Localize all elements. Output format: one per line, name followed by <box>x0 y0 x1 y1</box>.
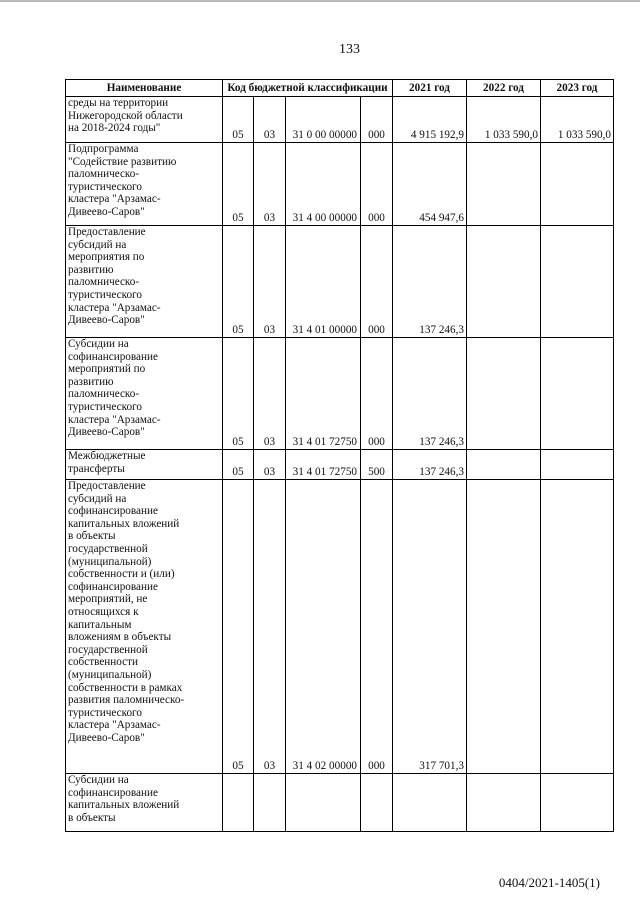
header-code: Код бюджетной классификации <box>223 80 393 97</box>
value-2023-cell <box>541 143 614 226</box>
value-2021-cell: 454 947,6 <box>393 143 467 226</box>
subsection-code-cell: 03 <box>254 338 286 450</box>
header-2023: 2023 год <box>541 80 614 97</box>
header-2021: 2021 год <box>393 80 467 97</box>
subsection-code-cell: 03 <box>254 143 286 226</box>
table-row <box>66 480 614 774</box>
value-2022-cell <box>467 226 541 338</box>
value-2022-cell: 1 033 590,0 <box>467 97 541 143</box>
value-2022-cell <box>467 450 541 480</box>
table-row <box>66 97 614 143</box>
value-2021-cell: 4 915 192,9 <box>393 97 467 143</box>
subsection-code-cell: 03 <box>254 97 286 143</box>
table-body <box>66 97 614 832</box>
value-2023-cell: 1 033 590,0 <box>541 97 614 143</box>
target-article-cell <box>286 774 361 832</box>
target-article-cell: 31 4 01 72750 <box>286 338 361 450</box>
subsection-code-cell: 03 <box>254 226 286 338</box>
subsection-code-cell <box>254 774 286 832</box>
row-name-cell: Межбюджетные трансферты <box>66 450 223 480</box>
target-article-cell: 31 4 01 00000 <box>286 226 361 338</box>
value-2022-cell <box>467 338 541 450</box>
expense-type-cell: 000 <box>361 480 393 774</box>
value-2021-cell: 317 701,3 <box>393 480 467 774</box>
value-2023-cell <box>541 338 614 450</box>
target-article-cell: 31 4 00 00000 <box>286 143 361 226</box>
row-name-cell: Субсидии на софинансирование капитальных вложений в объекты <box>66 774 223 832</box>
expense-type-cell: 500 <box>361 450 393 480</box>
value-2023-cell <box>541 774 614 832</box>
section-code-cell: 05 <box>223 338 254 450</box>
row-name-cell: среды на территории Нижегородской области на 2018-2024 годы" <box>66 97 223 143</box>
table-header-row <box>66 80 614 97</box>
row-name-cell: Подпрограмма "Содействие развитию паломническо- туристического кластера "Арзамас- Дивеево-Саров" <box>66 143 223 226</box>
subsection-code-cell: 03 <box>254 480 286 774</box>
document-code: 0404/2021-1405(1) <box>498 875 600 890</box>
section-code-cell <box>223 774 254 832</box>
header-name: Наименование <box>66 80 223 97</box>
value-2022-cell <box>467 480 541 774</box>
target-article-cell: 31 0 00 00000 <box>286 97 361 143</box>
value-2021-cell: 137 246,3 <box>393 338 467 450</box>
value-2023-cell <box>541 450 614 480</box>
expense-type-cell: 000 <box>361 97 393 143</box>
value-2021-cell: 137 246,3 <box>393 226 467 338</box>
table-row <box>66 774 614 832</box>
row-name-cell: Предоставление субсидий на софинансирование капитальных вложений в объекты государственной (муниципальной) собственности и (или) софинансирование мероприятий, не относящихся к капитальным вложениям в объекты государственной собственности (муниципальной) собственности в рамках развития паломническо- туристического кластера "Арзамас- Дивеево-Саров" <box>66 480 223 774</box>
table-row <box>66 338 614 450</box>
row-name-cell: Субсидии на софинансирование мероприятий по развитию паломническо- туристического кластера "Арзамас- Дивеево-Саров" <box>66 338 223 450</box>
page-number: 133 <box>339 42 360 57</box>
section-code-cell: 05 <box>223 97 254 143</box>
value-2023-cell <box>541 480 614 774</box>
value-2022-cell <box>467 143 541 226</box>
value-2021-cell <box>393 774 467 832</box>
value-2021-cell: 137 246,3 <box>393 450 467 480</box>
expense-type-cell: 000 <box>361 338 393 450</box>
table-row <box>66 226 614 338</box>
header-2022: 2022 год <box>467 80 541 97</box>
section-code-cell: 05 <box>223 226 254 338</box>
expense-type-cell: 000 <box>361 143 393 226</box>
table-row <box>66 450 614 480</box>
expense-type-cell <box>361 774 393 832</box>
value-2023-cell <box>541 226 614 338</box>
budget-table <box>65 79 614 832</box>
subsection-code-cell: 03 <box>254 450 286 480</box>
table-row <box>66 143 614 226</box>
section-code-cell: 05 <box>223 450 254 480</box>
row-name-cell: Предоставление субсидий на мероприятия по развитию паломническо- туристического кластера "Арзамас- Дивеево-Саров" <box>66 226 223 338</box>
value-2022-cell <box>467 774 541 832</box>
section-code-cell: 05 <box>223 143 254 226</box>
target-article-cell: 31 4 02 00000 <box>286 480 361 774</box>
expense-type-cell: 000 <box>361 226 393 338</box>
target-article-cell: 31 4 01 72750 <box>286 450 361 480</box>
top-border-line <box>0 0 640 2</box>
section-code-cell: 05 <box>223 480 254 774</box>
